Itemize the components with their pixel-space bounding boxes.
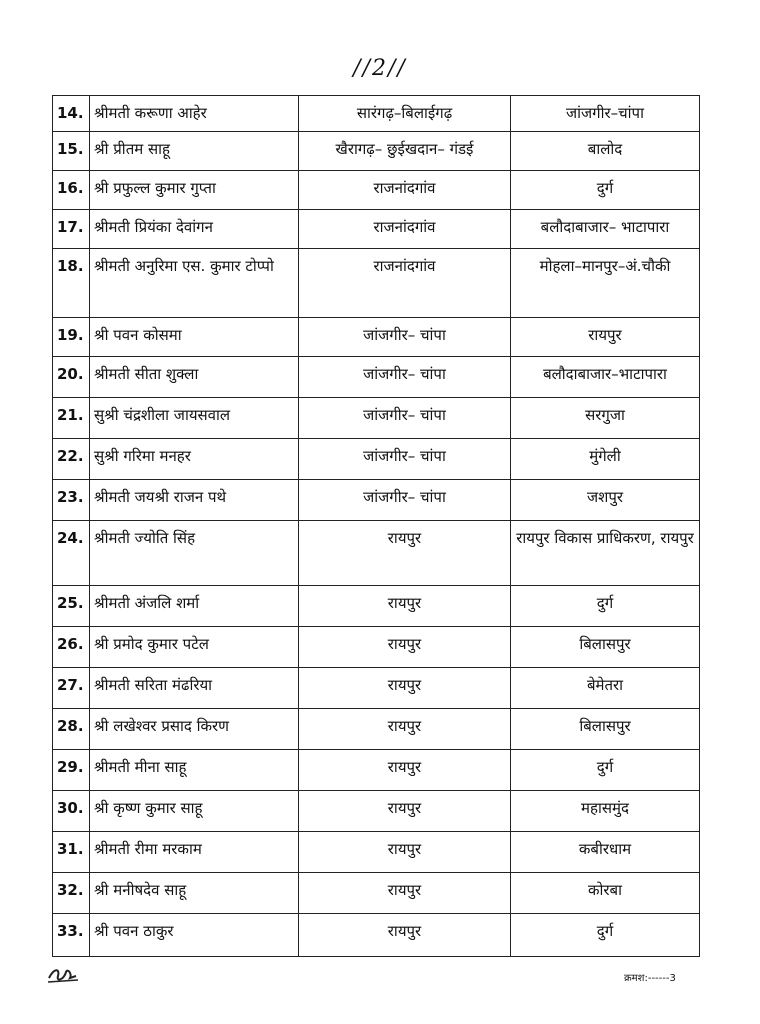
new-posting: महासमुंद	[511, 791, 700, 832]
serial-number: 18.	[53, 249, 90, 318]
current-posting: राजनांदगांव	[299, 210, 511, 249]
serial-number: 23.	[53, 480, 90, 521]
current-posting: जांजगीर– चांपा	[299, 318, 511, 357]
employee-name: श्रीमती मीना साहू	[90, 750, 299, 791]
new-posting: बेमेतरा	[511, 668, 700, 709]
current-posting: रायपुर	[299, 873, 511, 914]
employee-name: श्रीमती अनुरिमा एस. कुमार टोप्पो	[90, 249, 299, 318]
table-row	[53, 791, 700, 832]
new-posting: बिलासपुर	[511, 709, 700, 750]
table-row	[53, 480, 700, 521]
table-row	[53, 249, 700, 318]
current-posting: रायपुर	[299, 521, 511, 586]
table-row	[53, 873, 700, 914]
table-row	[53, 709, 700, 750]
table-row	[53, 132, 700, 171]
employee-name: श्रीमती जयश्री राजन पथे	[90, 480, 299, 521]
table-row	[53, 521, 700, 586]
current-posting: राजनांदगांव	[299, 249, 511, 318]
new-posting: बालोद	[511, 132, 700, 171]
serial-number: 31.	[53, 832, 90, 873]
employee-name: श्री कृष्ण कुमार साहू	[90, 791, 299, 832]
table-row	[53, 668, 700, 709]
page-number: //2//	[353, 56, 407, 81]
table-row	[53, 750, 700, 791]
employee-name: श्रीमती सीता शुक्ला	[90, 357, 299, 398]
table-row	[53, 627, 700, 668]
current-posting: रायपुर	[299, 709, 511, 750]
serial-number: 22.	[53, 439, 90, 480]
serial-number: 25.	[53, 586, 90, 627]
signature-mark	[46, 964, 80, 986]
current-posting: रायपुर	[299, 750, 511, 791]
table-row	[53, 210, 700, 249]
employee-name: श्री प्रीतम साहू	[90, 132, 299, 171]
employee-name: श्री लखेश्वर प्रसाद किरण	[90, 709, 299, 750]
current-posting: रायपुर	[299, 627, 511, 668]
current-posting: सारंगढ़–बिलाईगढ़	[299, 96, 511, 132]
new-posting: दुर्ग	[511, 586, 700, 627]
new-posting: दुर्ग	[511, 171, 700, 210]
serial-number: 14.	[53, 96, 90, 132]
employee-name: श्रीमती करूणा आहेर	[90, 96, 299, 132]
serial-number: 24.	[53, 521, 90, 586]
table-body	[53, 96, 700, 957]
current-posting: जांजगीर– चांपा	[299, 357, 511, 398]
employee-name: श्री प्रमोद कुमार पटेल	[90, 627, 299, 668]
serial-number: 28.	[53, 709, 90, 750]
employee-name: श्री मनीषदेव साहू	[90, 873, 299, 914]
serial-number: 19.	[53, 318, 90, 357]
new-posting: मोहला–मानपुर–अं.चौकी	[511, 249, 700, 318]
employee-name: श्रीमती ज्योति सिंह	[90, 521, 299, 586]
serial-number: 30.	[53, 791, 90, 832]
table-row	[53, 439, 700, 480]
current-posting: राजनांदगांव	[299, 171, 511, 210]
new-posting: जशपुर	[511, 480, 700, 521]
serial-number: 21.	[53, 398, 90, 439]
employee-name: श्रीमती सरिता मंढरिया	[90, 668, 299, 709]
serial-number: 29.	[53, 750, 90, 791]
current-posting: रायपुर	[299, 586, 511, 627]
employee-name: श्रीमती रीमा मरकाम	[90, 832, 299, 873]
new-posting: बिलासपुर	[511, 627, 700, 668]
new-posting: सरगुजा	[511, 398, 700, 439]
table-row	[53, 398, 700, 439]
new-posting: रायपुर	[511, 318, 700, 357]
new-posting: रायपुर विकास प्राधिकरण, रायपुर	[511, 521, 700, 586]
table-row	[53, 318, 700, 357]
current-posting: जांजगीर– चांपा	[299, 439, 511, 480]
employee-name: सुश्री गरिमा मनहर	[90, 439, 299, 480]
employee-name: सुश्री चंद्रशीला जायसवाल	[90, 398, 299, 439]
serial-number: 17.	[53, 210, 90, 249]
table-row	[53, 914, 700, 957]
continued-label: क्रमश:------3	[624, 973, 676, 984]
table-row	[53, 96, 700, 132]
serial-number: 16.	[53, 171, 90, 210]
employee-name: श्री प्रफुल्ल कुमार गुप्ता	[90, 171, 299, 210]
current-posting: रायपुर	[299, 668, 511, 709]
serial-number: 26.	[53, 627, 90, 668]
new-posting: बलौदाबाजार– भाटापारा	[511, 210, 700, 249]
current-posting: रायपुर	[299, 832, 511, 873]
serial-number: 27.	[53, 668, 90, 709]
current-posting: जांजगीर– चांपा	[299, 480, 511, 521]
current-posting: रायपुर	[299, 791, 511, 832]
new-posting: मुंगेली	[511, 439, 700, 480]
employee-name: श्री पवन ठाकुर	[90, 914, 299, 957]
current-posting: जांजगीर– चांपा	[299, 398, 511, 439]
table-row	[53, 171, 700, 210]
current-posting: खैरागढ़– छुईखदान– गंडई	[299, 132, 511, 171]
serial-number: 15.	[53, 132, 90, 171]
new-posting: कोरबा	[511, 873, 700, 914]
table-row	[53, 832, 700, 873]
new-posting: जांजगीर–चांपा	[511, 96, 700, 132]
new-posting: दुर्ग	[511, 914, 700, 957]
new-posting: कबीरधाम	[511, 832, 700, 873]
serial-number: 33.	[53, 914, 90, 957]
employee-name: श्रीमती अंजलि शर्मा	[90, 586, 299, 627]
serial-number: 32.	[53, 873, 90, 914]
employee-name: श्रीमती प्रियंका देवांगन	[90, 210, 299, 249]
new-posting: दुर्ग	[511, 750, 700, 791]
new-posting: बलौदाबाजार–भाटापारा	[511, 357, 700, 398]
employee-name: श्री पवन कोसमा	[90, 318, 299, 357]
table-row	[53, 586, 700, 627]
serial-number: 20.	[53, 357, 90, 398]
transfer-table	[52, 95, 700, 957]
table-row	[53, 357, 700, 398]
current-posting: रायपुर	[299, 914, 511, 957]
